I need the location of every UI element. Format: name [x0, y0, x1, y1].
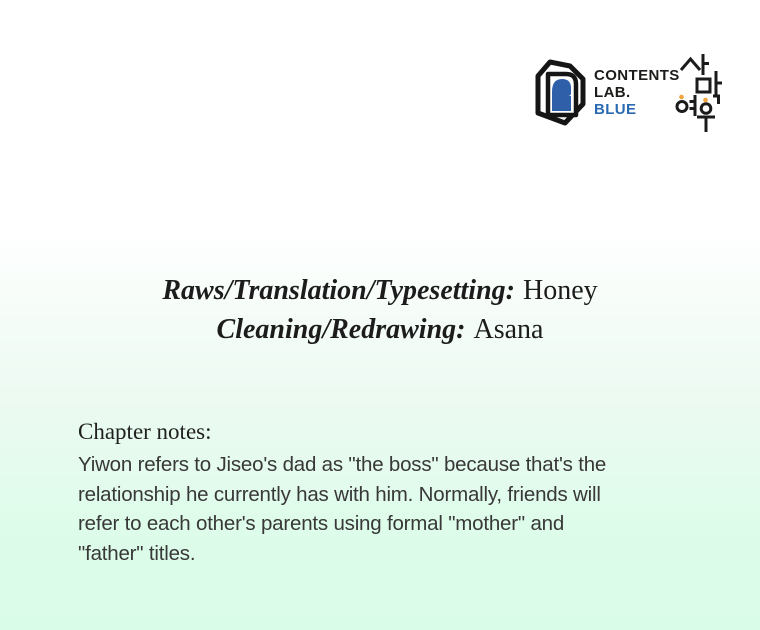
logo-word-lab: LAB. [594, 83, 631, 101]
contents-lab-blue-logo [526, 58, 680, 126]
studio-hangul-logo-icon [671, 53, 741, 135]
chapter-notes-heading: Chapter notes: [78, 419, 212, 444]
credit-label: Raws/Translation/Typesetting: [162, 275, 515, 306]
contents-lab-blue-logo-icon [526, 58, 588, 126]
studio-logo-orange-dot [679, 95, 684, 100]
chapter-notes-line: Yiwon refers to Jiseo's dad as "the boss" because that's the [78, 453, 607, 476]
chapter-notes-line: relationship he currently has with him. Normally, friends will [78, 482, 601, 506]
credit-line-raws [0, 271, 760, 310]
chapter-notes-line: "father" titles. [78, 541, 196, 565]
credit-value: Honey [522, 275, 598, 306]
studio-logo-orange-dot [703, 98, 708, 103]
credit-line-cleaning [0, 310, 760, 349]
chapter-notes-block [78, 418, 703, 568]
credit-label: Cleaning/Redrawing: [216, 314, 466, 345]
credit-value: Asana [473, 314, 544, 345]
chapter-notes-line: refer to each other's parents using formal "mother" and [78, 512, 565, 535]
credits-block [0, 271, 760, 349]
logo-word-blue: BLUE [594, 100, 637, 118]
logo-word-contents: CONTENTS [594, 66, 680, 84]
contents-lab-blue-wordmark [594, 67, 680, 118]
